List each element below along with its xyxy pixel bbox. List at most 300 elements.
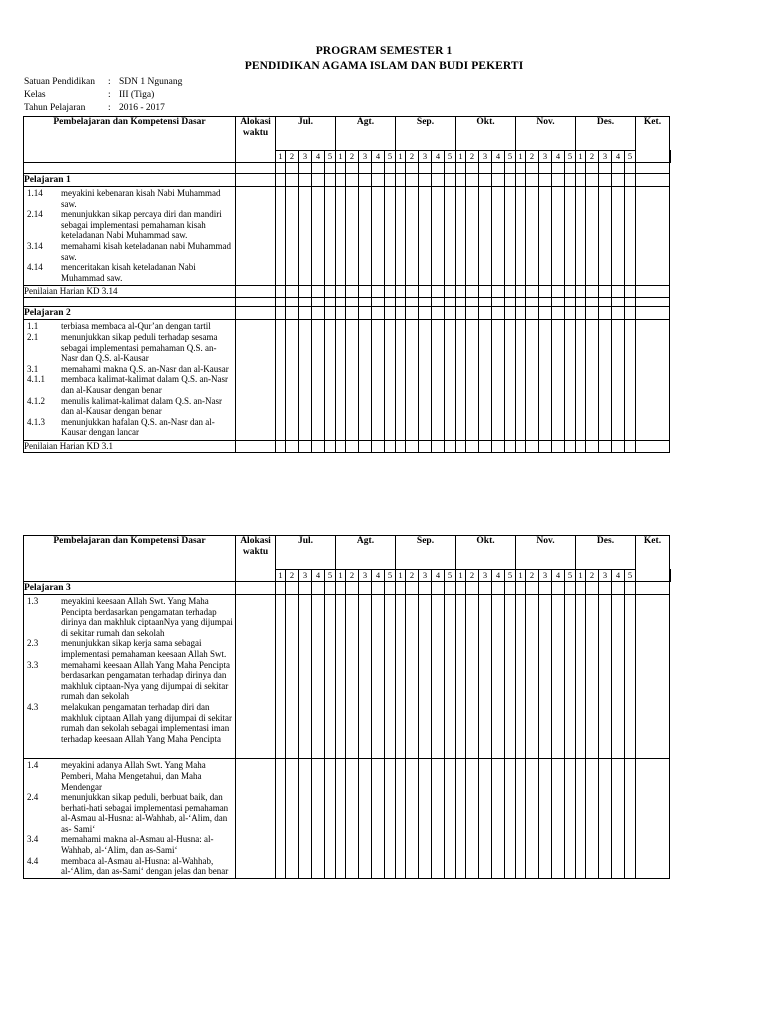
week-number: 4: [432, 570, 445, 582]
schedule-cell: [612, 759, 625, 879]
week-number: 2: [286, 570, 299, 582]
schedule-cell: [286, 286, 299, 298]
schedule-cell: [586, 320, 599, 441]
schedule-cell: [286, 187, 299, 286]
schedule-cell: [445, 298, 456, 307]
schedule-cell: [445, 187, 456, 286]
schedule-cell: [576, 286, 586, 298]
schedule-cell: [492, 582, 505, 595]
week-number: 1: [516, 151, 526, 163]
schedule-cell: [479, 759, 492, 879]
schedule-cell: [492, 440, 505, 452]
schedule-cell: [396, 307, 406, 320]
schedule-cell: [359, 320, 372, 441]
month-agt: Agt.: [336, 536, 396, 570]
penilaian-harian-row: Penilaian Harian KD 3.1: [24, 440, 236, 452]
schedule-cell: [359, 440, 372, 452]
ket-week-cell: [670, 151, 671, 163]
schedule-cell: [372, 595, 385, 759]
schedule-cell: [505, 759, 516, 879]
week-number: 3: [599, 151, 612, 163]
schedule-cell: [466, 286, 479, 298]
week-number: 1: [516, 570, 526, 582]
week-number: 2: [406, 151, 419, 163]
schedule-cell: [456, 440, 466, 452]
schedule-cell: [612, 286, 625, 298]
schedule-cell: [456, 320, 466, 441]
schedule-cell: [539, 440, 552, 452]
kd-item: 1.4 meyakini adanya Allah Swt. Yang Maha Pemberi, Maha Mengetahui, dan Maha Mendengar: [27, 760, 206, 792]
schedule-cell: [539, 163, 552, 174]
month-okt: Okt.: [456, 117, 516, 151]
section-pelajaran-1: Pelajaran 1: [24, 174, 236, 187]
schedule-cell: [466, 174, 479, 187]
schedule-cell: [625, 163, 636, 174]
schedule-cell: [466, 320, 479, 441]
schedule-cell: [466, 759, 479, 879]
schedule-cell: [516, 298, 526, 307]
schedule-cell: [539, 174, 552, 187]
schedule-cell: [432, 440, 445, 452]
schedule-cell: [286, 582, 299, 595]
schedule-cell: [396, 298, 406, 307]
week-number: 1: [276, 570, 286, 582]
schedule-cell: [565, 298, 576, 307]
schedule-cell: [372, 286, 385, 298]
schedule-cell: [396, 582, 406, 595]
schedule-cell: [445, 163, 456, 174]
kd-list-pelajaran-3: [24, 595, 236, 759]
schedule-cell: [336, 440, 346, 452]
week-number: 2: [286, 151, 299, 163]
week-number: 3: [479, 570, 492, 582]
kd-list-pelajaran-4: [24, 759, 236, 879]
schedule-cell: [552, 320, 565, 441]
schedule-cell: [325, 163, 336, 174]
schedule-cell: [419, 298, 432, 307]
schedule-cell: [612, 163, 625, 174]
schedule-cell: [325, 298, 336, 307]
schedule-cell: [492, 174, 505, 187]
schedule-cell: [466, 163, 479, 174]
schedule-cell: [516, 187, 526, 286]
kd-item: 4.4 membaca al-Asmau al-Husna: al-Wahhab, al-‘Alim, dan as-Sami‘ dengan jelas dan benar: [27, 855, 229, 877]
schedule-cell: [396, 320, 406, 441]
schedule-cell: [385, 174, 396, 187]
schedule-cell: [456, 307, 466, 320]
schedule-cell: [539, 307, 552, 320]
schedule-cell: [312, 320, 325, 441]
schedule-cell: [359, 286, 372, 298]
section-pelajaran-3: Pelajaran 3: [24, 582, 236, 595]
schedule-cell: [492, 759, 505, 879]
info-row-tahun: Tahun Pelajaran : 2016 - 2017: [24, 103, 165, 113]
week-number: 3: [359, 570, 372, 582]
program-table-1: [23, 116, 671, 453]
schedule-cell: [516, 174, 526, 187]
schedule-cell: [625, 595, 636, 759]
schedule-cell: [552, 187, 565, 286]
week-number: 1: [576, 151, 586, 163]
schedule-cell: [492, 595, 505, 759]
schedule-cell: [479, 595, 492, 759]
schedule-cell: [336, 582, 346, 595]
schedule-cell: [396, 759, 406, 879]
section-pelajaran-2: Pelajaran 2: [24, 307, 236, 320]
schedule-cell: [526, 440, 539, 452]
schedule-cell: [479, 440, 492, 452]
schedule-cell: [586, 163, 599, 174]
schedule-cell: [419, 440, 432, 452]
week-number: 2: [406, 570, 419, 582]
schedule-cell: [526, 307, 539, 320]
week-number: 4: [612, 151, 625, 163]
schedule-cell: [599, 286, 612, 298]
schedule-cell: [576, 582, 586, 595]
schedule-cell: [372, 759, 385, 879]
schedule-cell: [492, 298, 505, 307]
schedule-cell: [516, 595, 526, 759]
schedule-cell: [419, 320, 432, 441]
schedule-cell: [346, 595, 359, 759]
schedule-cell: [359, 595, 372, 759]
schedule-cell: [565, 286, 576, 298]
schedule-cell: [396, 174, 406, 187]
schedule-cell: [565, 163, 576, 174]
schedule-cell: [286, 163, 299, 174]
schedule-cell: [445, 440, 456, 452]
week-number: 5: [625, 151, 636, 163]
schedule-cell: [312, 582, 325, 595]
schedule-cell: [479, 286, 492, 298]
schedule-cell: [406, 187, 419, 286]
schedule-cell: [325, 440, 336, 452]
schedule-cell: [346, 163, 359, 174]
week-number: 4: [492, 570, 505, 582]
schedule-cell: [552, 759, 565, 879]
schedule-cell: [396, 163, 406, 174]
col-kompetensi-header: Pembelajaran dan Kompetensi Dasar: [24, 117, 236, 163]
week-number: 4: [492, 151, 505, 163]
schedule-cell: [539, 582, 552, 595]
schedule-cell: [492, 307, 505, 320]
schedule-cell: [586, 307, 599, 320]
schedule-cell: [576, 320, 586, 441]
schedule-cell: [576, 440, 586, 452]
week-number: 5: [505, 570, 516, 582]
schedule-cell: [466, 298, 479, 307]
week-number: 2: [526, 570, 539, 582]
col-alokasi-header: Alokasi waktu: [236, 117, 276, 163]
schedule-cell: [419, 174, 432, 187]
schedule-cell: [325, 174, 336, 187]
schedule-cell: [299, 595, 312, 759]
schedule-cell: [445, 307, 456, 320]
schedule-cell: [445, 759, 456, 879]
schedule-cell: [539, 595, 552, 759]
schedule-cell: [492, 320, 505, 441]
schedule-cell: [526, 595, 539, 759]
week-number: 5: [325, 151, 336, 163]
col-kompetensi-header: Pembelajaran dan Kompetensi Dasar: [24, 536, 236, 582]
schedule-cell: [565, 307, 576, 320]
schedule-cell: [312, 298, 325, 307]
schedule-cell: [456, 174, 466, 187]
schedule-cell: [346, 759, 359, 879]
schedule-cell: [299, 307, 312, 320]
schedule-cell: [552, 582, 565, 595]
schedule-cell: [336, 286, 346, 298]
kd-item: 2.4 menunjukkan sikap peduli, berbuat baik, dan berhati-hati sebagai implementasi pemahaman al-Asmau al-Husna: al-Wahhab, al-‘Alim, dan as- Sami‘: [27, 792, 229, 834]
week-number: 4: [312, 151, 325, 163]
week-number: 1: [456, 570, 466, 582]
schedule-cell: [576, 307, 586, 320]
kd-item: 2.14 menunjukkan sikap percaya diri dan mandiri sebagai implementasi pemahaman kisah keteladanan Nabi Muhammad saw.: [27, 209, 222, 241]
schedule-cell: [636, 174, 670, 187]
schedule-cell: [466, 440, 479, 452]
week-number: 4: [312, 570, 325, 582]
schedule-cell: [276, 440, 286, 452]
kd-item: 4.1.3 menunjukkan hafalan Q.S. an-Nasr dan al-Kausar dengan lancar: [27, 416, 215, 438]
schedule-cell: [526, 174, 539, 187]
schedule-cell: [539, 320, 552, 441]
week-number: 2: [346, 151, 359, 163]
schedule-cell: [299, 582, 312, 595]
schedule-cell: [576, 595, 586, 759]
schedule-cell: [516, 582, 526, 595]
schedule-cell: [516, 286, 526, 298]
schedule-cell: [565, 187, 576, 286]
schedule-cell: [456, 286, 466, 298]
schedule-cell: [625, 187, 636, 286]
schedule-cell: [599, 174, 612, 187]
schedule-cell: [432, 320, 445, 441]
schedule-cell: [406, 582, 419, 595]
schedule-cell: [312, 286, 325, 298]
schedule-cell: [456, 163, 466, 174]
schedule-cell: [276, 595, 286, 759]
schedule-cell: [466, 307, 479, 320]
week-number: 2: [466, 151, 479, 163]
month-sep: Sep.: [396, 536, 456, 570]
schedule-cell: [419, 163, 432, 174]
month-des: Des.: [576, 536, 636, 570]
schedule-cell: [372, 307, 385, 320]
schedule-cell: [565, 582, 576, 595]
schedule-cell: [625, 286, 636, 298]
schedule-cell: [599, 595, 612, 759]
schedule-cell: [456, 595, 466, 759]
schedule-cell: [372, 320, 385, 441]
schedule-cell: [359, 174, 372, 187]
week-number: 3: [419, 151, 432, 163]
schedule-cell: [396, 286, 406, 298]
week-number: 5: [385, 570, 396, 582]
document-info: [24, 76, 182, 115]
schedule-cell: [636, 286, 670, 298]
schedule-cell: [636, 595, 670, 759]
week-number: 4: [612, 570, 625, 582]
schedule-cell: [346, 298, 359, 307]
schedule-cell: [445, 320, 456, 441]
schedule-cell: [276, 320, 286, 441]
week-number: 4: [432, 151, 445, 163]
schedule-cell: [432, 582, 445, 595]
month-okt: Okt.: [456, 536, 516, 570]
schedule-cell: [552, 174, 565, 187]
schedule-cell: [539, 187, 552, 286]
schedule-cell: [406, 759, 419, 879]
schedule-cell: [552, 163, 565, 174]
schedule-cell: [565, 440, 576, 452]
schedule-cell: [526, 320, 539, 441]
schedule-cell: [539, 759, 552, 879]
schedule-cell: [526, 298, 539, 307]
schedule-cell: [516, 440, 526, 452]
schedule-cell: [419, 187, 432, 286]
schedule-cell: [346, 582, 359, 595]
schedule-cell: [576, 759, 586, 879]
schedule-cell: [565, 174, 576, 187]
schedule-cell: [432, 286, 445, 298]
schedule-cell: [276, 759, 286, 879]
schedule-cell: [276, 298, 286, 307]
schedule-cell: [456, 187, 466, 286]
kd-item: 4.14 menceritakan kisah keteladanan Nabi Muhammad saw.: [27, 262, 196, 283]
schedule-cell: [385, 595, 396, 759]
schedule-cell: [372, 163, 385, 174]
schedule-cell: [505, 286, 516, 298]
schedule-cell: [419, 582, 432, 595]
schedule-cell: [325, 187, 336, 286]
penilaian-harian-row: Penilaian Harian KD 3.14: [24, 286, 236, 298]
page-title: PROGRAM SEMESTER 1: [315, 45, 453, 57]
kd-item: 1.3 meyakini keesaan Allah Swt. Yang Maha Pencipta berdasarkan pengamatan terhadap dirinya dan makhluk ciptaanNya yang dijumpai di sekitar rumah dan sekolah: [27, 596, 233, 638]
schedule-cell: [505, 595, 516, 759]
schedule-cell: [612, 174, 625, 187]
schedule-cell: [526, 759, 539, 879]
schedule-cell: [419, 595, 432, 759]
week-number: 4: [552, 570, 565, 582]
schedule-cell: [312, 595, 325, 759]
schedule-cell: [479, 174, 492, 187]
week-number: 3: [599, 570, 612, 582]
schedule-cell: [336, 307, 346, 320]
schedule-cell: [516, 320, 526, 441]
schedule-cell: [325, 759, 336, 879]
schedule-cell: [299, 298, 312, 307]
schedule-cell: [312, 759, 325, 879]
schedule-cell: [336, 174, 346, 187]
schedule-cell: [505, 187, 516, 286]
schedule-cell: [299, 163, 312, 174]
schedule-cell: [552, 440, 565, 452]
schedule-cell: [599, 320, 612, 441]
kd-item: 4.3 melakukan pengamatan terhadap diri dan makhluk ciptaan Allah yang dijumpai di sekitar rumah dan sekolah sebagai implementasi iman terhadap keesaan Allah Yang Maha Pencipta: [27, 701, 232, 744]
schedule-cell: [286, 759, 299, 879]
week-number: 5: [385, 151, 396, 163]
schedule-cell: [492, 163, 505, 174]
schedule-cell: [505, 320, 516, 441]
schedule-cell: [372, 298, 385, 307]
schedule-cell: [432, 298, 445, 307]
schedule-cell: [312, 174, 325, 187]
schedule-cell: [625, 440, 636, 452]
schedule-cell: [299, 286, 312, 298]
schedule-cell: [586, 286, 599, 298]
schedule-cell: [385, 440, 396, 452]
page-subtitle: PENDIDIKAN AGAMA ISLAM DAN BUDI PEKERTI: [244, 60, 524, 72]
schedule-cell: [406, 174, 419, 187]
schedule-cell: [406, 440, 419, 452]
schedule-cell: [466, 187, 479, 286]
schedule-cell: [576, 187, 586, 286]
week-number: 4: [372, 151, 385, 163]
schedule-cell: [385, 286, 396, 298]
schedule-cell: [505, 440, 516, 452]
schedule-cell: [325, 320, 336, 441]
kd-item: 2.1 menunjukkan sikap peduli terhadap sesama sebagai implementasi pemahaman Q.S. an-Nasr dan Q.S. al-Kausar: [27, 331, 218, 364]
schedule-cell: [359, 163, 372, 174]
schedule-cell: [586, 440, 599, 452]
kd-list-pelajaran-2: [24, 320, 236, 441]
schedule-cell: [599, 163, 612, 174]
schedule-cell: [359, 582, 372, 595]
schedule-cell: [385, 187, 396, 286]
col-ket-header: Ket.: [636, 117, 670, 163]
week-number: 4: [372, 570, 385, 582]
schedule-cell: [599, 298, 612, 307]
schedule-cell: [479, 307, 492, 320]
schedule-cell: [466, 595, 479, 759]
schedule-cell: [526, 187, 539, 286]
schedule-cell: [406, 298, 419, 307]
schedule-cell: [586, 759, 599, 879]
schedule-cell: [336, 759, 346, 879]
schedule-cell: [612, 595, 625, 759]
schedule-cell: [372, 440, 385, 452]
schedule-cell: [299, 174, 312, 187]
schedule-cell: [432, 187, 445, 286]
schedule-cell: [612, 298, 625, 307]
schedule-cell: [492, 187, 505, 286]
week-number: 1: [336, 570, 346, 582]
schedule-cell: [586, 174, 599, 187]
schedule-cell: [516, 307, 526, 320]
schedule-cell: [419, 286, 432, 298]
schedule-cell: [406, 163, 419, 174]
schedule-cell: [346, 320, 359, 441]
month-nov: Nov.: [516, 536, 576, 570]
week-number: 4: [552, 151, 565, 163]
schedule-cell: [636, 320, 670, 441]
schedule-cell: [526, 582, 539, 595]
month-jul: Jul.: [276, 117, 336, 151]
kd-item: 4.1.1 membaca kalimat-kalimat dalam Q.S. an-Nasr dan al-Kausar dengan benar: [27, 374, 228, 395]
schedule-cell: [625, 174, 636, 187]
schedule-cell: [612, 320, 625, 441]
schedule-cell: [552, 595, 565, 759]
schedule-cell: [299, 187, 312, 286]
week-number: 3: [299, 151, 312, 163]
schedule-cell: [299, 320, 312, 441]
month-agt: Agt.: [336, 117, 396, 151]
schedule-cell: [432, 759, 445, 879]
week-number: 5: [625, 570, 636, 582]
week-number: 3: [359, 151, 372, 163]
schedule-cell: [466, 582, 479, 595]
schedule-cell: [336, 187, 346, 286]
